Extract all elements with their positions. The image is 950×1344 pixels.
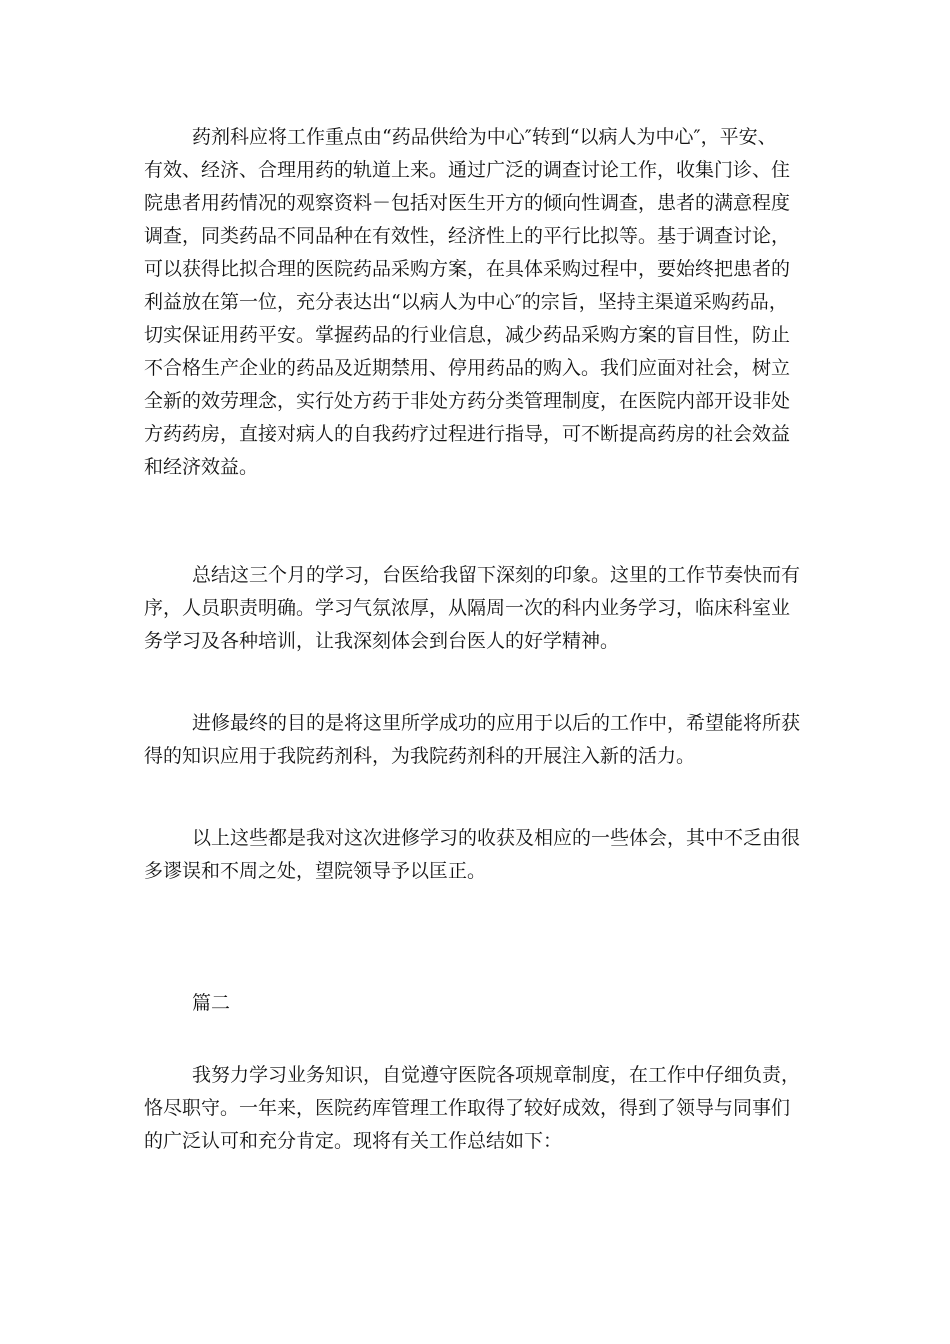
text-line: 我努力学习业务知识，自觉遵守医院各项规章制度，在工作中仔细负责， <box>192 1064 801 1086</box>
text-line: 恪尽职守。一年来，医院药库管理工作取得了较好成效，得到了领导与同事们 <box>144 1097 791 1119</box>
text-line: 和经济效益。 <box>144 456 259 478</box>
text-line: 药剂科应将工作重点由“药品供给为中心″转到“以病人为中心″，平安、 <box>192 126 777 148</box>
text-line: 调查，同类药品不同品种在有效性，经济性上的平行比拟等。基于调查讨论， <box>144 225 791 247</box>
text-line: 切实保证用药平安。掌握药品的行业信息，减少药品采购方案的盲目性，防止 <box>144 324 791 346</box>
text-line: 全新的效劳理念，实行处方药于非处方药分类管理制度，在医院内部开设非处 <box>144 390 791 412</box>
text-line: 务学习及各种培训，让我深刻体会到台医人的好学精神。 <box>144 630 620 652</box>
text-line: 以上这些都是我对这次进修学习的收获及相应的一些体会，其中不乏由很 <box>192 827 801 849</box>
text-line: 不合格生产企业的药品及近期禁用、停用药品的购入。我们应面对社会，树立 <box>144 357 791 379</box>
paragraph-closing-remarks <box>144 822 824 888</box>
paragraph-pharmacy-reform <box>144 121 824 484</box>
text-line: 的广泛认可和充分肯定。现将有关工作总结如下： <box>144 1130 563 1152</box>
text-line: 序，人员职责明确。学习气氛浓厚，从隔周一次的科内业务学习，临床科室业 <box>144 597 791 619</box>
text-line: 得的知识应用于我院药剂科，为我院药剂科的开展注入新的活力。 <box>144 745 696 767</box>
section-heading-text: 篇二 <box>192 992 231 1014</box>
text-line: 可以获得比拟合理的医院药品采购方案，在具体采购过程中，要始终把患者的 <box>144 258 791 280</box>
paragraph-training-goal <box>144 707 824 773</box>
text-line: 方药药房，直接对病人的自我药疗过程进行指导，可不断提高药房的社会效益 <box>144 423 791 445</box>
text-line: 院患者用药情况的观察资料－包括对医生开方的倾向性调查，患者的满意程度 <box>144 192 791 214</box>
text-line: 有效、经济、合理用药的轨道上来。通过广泛的调查讨论工作，收集门诊、住 <box>144 159 791 181</box>
text-line: 总结这三个月的学习，台医给我留下深刻的印象。这里的工作节奏快而有 <box>192 564 801 586</box>
text-line: 多谬误和不周之处，望院领导予以匡正。 <box>144 860 487 882</box>
section-heading <box>144 987 824 1020</box>
text-line: 利益放在第一位，充分表达出“以病人为中心″的宗旨，坚持主渠道采购药品， <box>144 291 788 313</box>
text-line: 进修最终的目的是将这里所学成功的应用于以后的工作中，希望能将所获 <box>192 712 801 734</box>
paragraph-study-summary <box>144 559 824 658</box>
paragraph-annual-work-intro <box>144 1059 824 1158</box>
